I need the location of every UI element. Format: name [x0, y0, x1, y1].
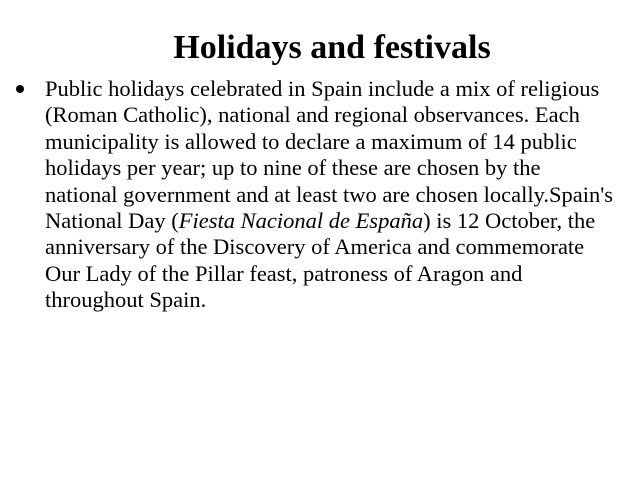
bullet-dot-icon — [16, 85, 24, 93]
bullet-text-italic: Fiesta Nacional de España — [178, 208, 424, 234]
bullet-text-before: Public holidays celebrated in Spain include a mix of religious (Roman Catholic), national and regional observances. Each municipality is allowed to declare a maximum of 14 public holidays per year; up to nine of these are chosen by the national government and at least two are chosen locally.Spain's National Day ( — [45, 76, 614, 234]
bullet-text — [45, 76, 613, 312]
bullet-text-after: ) is 12 October, the anniversary of the Discovery of America and commemorate Our Lady of the Pillar feast, patroness of Aragon and throughout Spain. — [45, 208, 596, 313]
slide-title: Holidays and festivals — [173, 29, 491, 66]
bullet-item — [16, 76, 616, 314]
slide-content — [16, 76, 616, 314]
